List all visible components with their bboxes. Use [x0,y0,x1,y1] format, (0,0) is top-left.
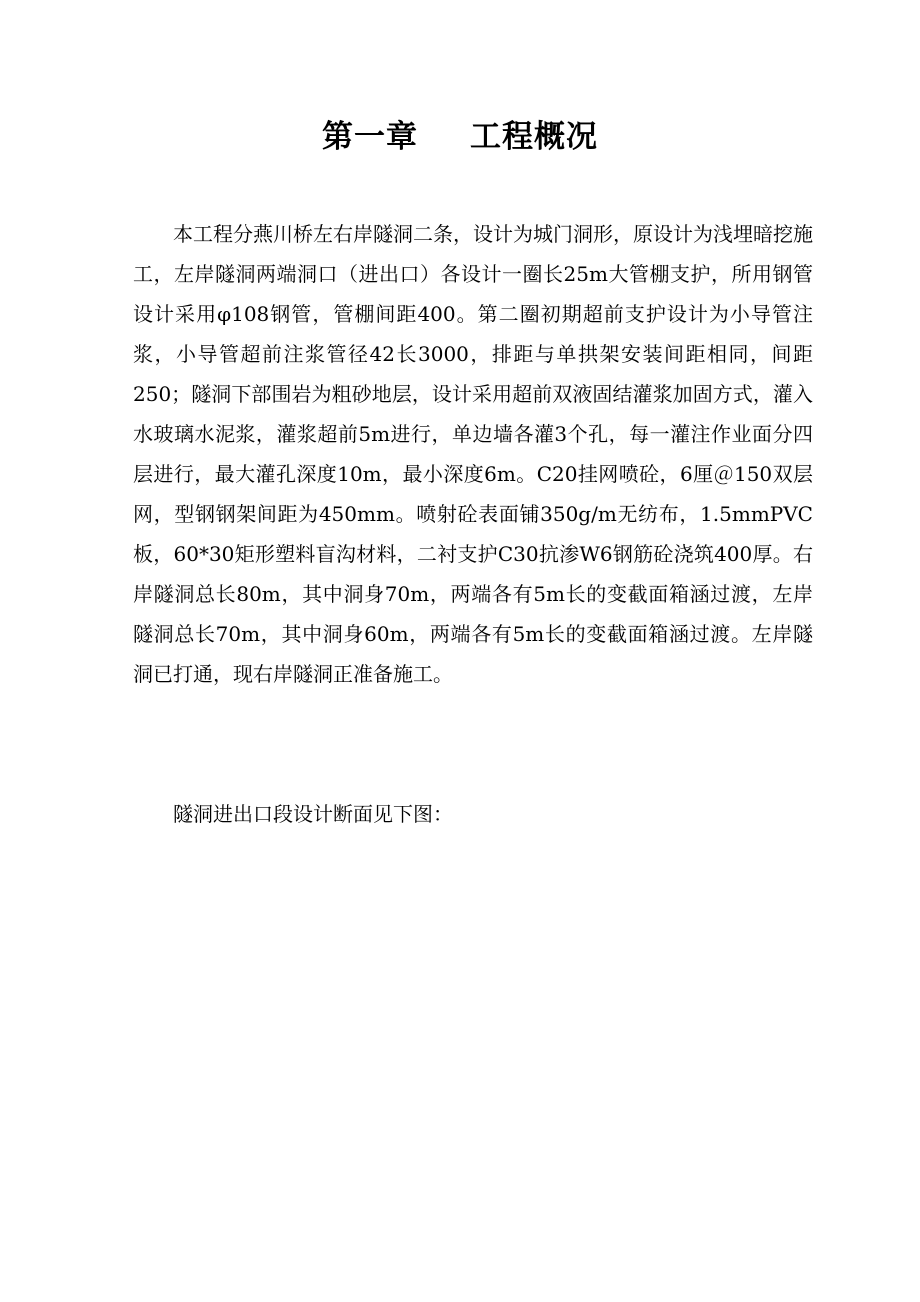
paragraph-project-overview: 本工程分燕川桥左右岸隧洞二条，设计为城门洞形，原设计为浅埋暗挖施工，左岸隧洞两端洞口（进出口）各设计一圈长25m大管棚支护，所用钢管设计采用φ108钢管，管棚间距400。第二圈初期超前支护设计为小导管注浆，小导管超前注浆管径42长3000，排距与单拱架安装间距相同，间距250；隧洞下部围岩为粗砂地层，设计采用超前双液固结灌浆加固方式，灌入水玻璃水泥浆，灌浆超前5m进行，单边墙各灌3个孔，每一灌注作业面分四层进行，最大灌孔深度10m，最小深度6m。C20挂网喷砼，6厘＠150双层网，型钢钢架间距为450mm。喷射砼表面铺350g/m无纺布，1.5mmPVC板，60*30矩形塑料盲沟材料，二衬支护C30抗渗W6钢筋砼浇筑400厚。右岸隧洞总长80m，其中洞身70m，两端各有5m长的变截面箱涵过渡，左岸隧洞总长70m，其中洞身60m，两端各有5m长的变截面箱涵过渡。左岸隧洞已打通，现右岸隧洞正准备施工。 [133,222,813,686]
chapter-heading [0,115,920,159]
chapter-title: 工程概况 [470,119,598,155]
chapter-number: 第一章 [322,119,418,155]
paragraph-figure-reference: 隧洞进出口段设计断面见下图： [173,802,453,826]
